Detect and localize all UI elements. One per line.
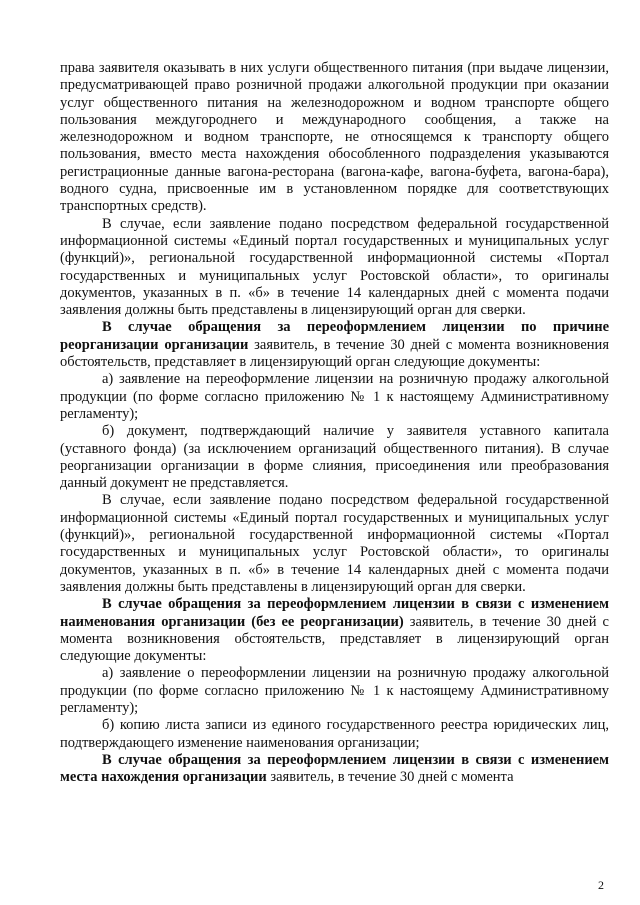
paragraph-2 <box>60 216 609 320</box>
paragraph-10 <box>60 752 609 787</box>
paragraph-text: б) копию листа записи из единого государственного реестра юридических лиц, подтверждающего изменение наименования организации; <box>60 717 609 751</box>
paragraph-3 <box>60 319 609 371</box>
paragraph-text: В случае, если заявление подано посредством федеральной государственной информационной системы «Единый портал государственных и муниципальных услуг (функций)», региональной государственной информационной системы «Портал государственных и муниципальных услуг Ростовской области», то оригиналы документов, указанных в п. «б» в течение 14 календарных дней с момента подачи заявления должны быть представлены в лицензирующий орган для сверки. <box>60 215 609 319</box>
paragraph-bold-lead: В случае обращения за переоформлением лицензии в связи с изменением места нахождения организации <box>60 751 609 786</box>
paragraph-text: права заявителя оказывать в них услуги общественного питания (при выдаче лицензии, предусматривающей право розничной продажи алкогольной продукции при оказании услуг общественного питания на железнодорожном и водном транспорте общего пользования междугороднего и международного сообщения, а также на железнодорожном и водном транспорте, не относящемся к транспорту общего пользования, вместо места нахождения обособленного подразделения указываются регистрационные данные вагона-ресторана (вагона-кафе, вагона-буфета, вагона-бара), водного судна, присвоенные им в установленном порядке для соответствующих транспортных средств). <box>60 60 609 215</box>
paragraph-text: заявитель, в течение 30 дней с момента возникновения обстоятельств, представляет в лицензирующий орган следующие документы: <box>60 613 609 665</box>
paragraph-text: заявитель, в течение 30 дней с момента возникновения обстоятельств, представляет в лицензирующий орган следующие документы: <box>60 336 609 371</box>
paragraph-text: а) заявление о переоформлении лицензии на розничную продажу алкогольной продукции (по форме согласно приложению № 1 к настоящему Административному регламенту); <box>60 665 609 716</box>
paragraph-1 <box>60 60 609 216</box>
paragraph-bold-lead: В случае обращения за переоформлением лицензии в связи с изменением наименования организации (без ее реорганизации) <box>60 596 609 630</box>
page-number: 2 <box>598 878 604 892</box>
paragraph-8 <box>60 665 609 717</box>
paragraph-text: а) заявление на переоформление лицензии на розничную продажу алкогольной продукции (по форме согласно приложению № 1 к настоящему Административному регламенту); <box>60 371 609 422</box>
paragraph-7 <box>60 596 609 665</box>
paragraph-5 <box>60 423 609 492</box>
paragraph-text: заявитель, в течение 30 дней с момента <box>266 769 514 786</box>
document-page <box>60 60 609 786</box>
paragraph-9 <box>60 717 609 752</box>
paragraph-6 <box>60 492 609 596</box>
paragraph-bold-lead: В случае обращения за переоформлением лицензии по причине реорганизации организации <box>60 319 609 353</box>
paragraph-text: В случае, если заявление подано посредством федеральной государственной информационной системы «Единый портал государственных и муниципальных услуг (функций)», региональной государственной информационной системы «Портал государственных и муниципальных услуг Ростовской области», то оригиналы документов, указанных в п. «б» в течение 14 календарных дней с момента подачи заявления должны быть представлены в лицензирующий орган для сверки. <box>60 492 609 595</box>
paragraph-4 <box>60 371 609 423</box>
paragraph-text: б) документ, подтверждающий наличие у заявителя уставного капитала (уставного фонда) (за исключением организаций общественного питания). В случае реорганизации организации в форме слияния, присоединения или преобразования данный документ не представляется. <box>60 423 609 492</box>
